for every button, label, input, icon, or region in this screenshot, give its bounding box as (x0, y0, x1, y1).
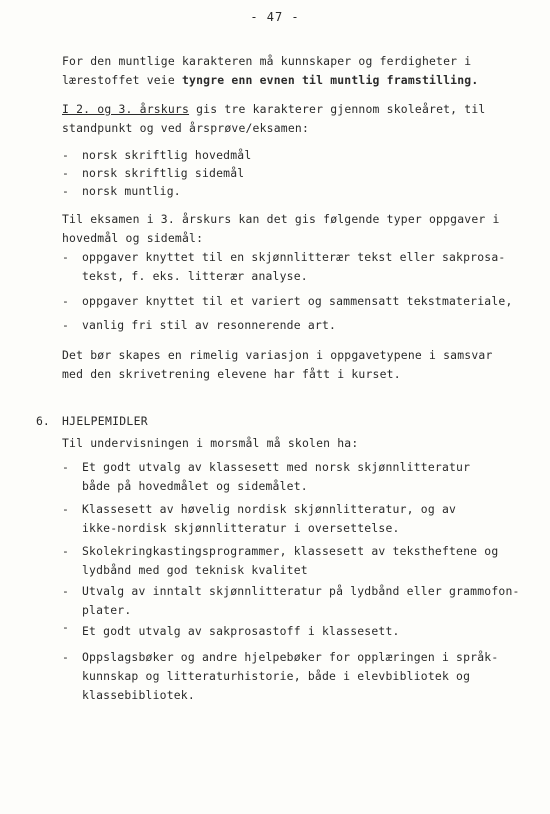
grades-line-1 (62, 100, 532, 119)
page-number: - 47 - (250, 10, 300, 24)
section-intro (62, 434, 532, 453)
dash-marker: - (62, 620, 70, 634)
exam-line-2: hovedmål og sidemål: (62, 231, 204, 245)
dash-marker: - (62, 250, 70, 264)
section-number: 6. (36, 414, 50, 428)
list-item-text: vanlig fri stil av resonnerende art. (82, 318, 337, 332)
dash-marker: - (62, 460, 70, 474)
list-item-text: Skolekringkastingsprogrammer, klassesett av tekstheftene og lydbånd med god teknisk kvalitet (82, 544, 499, 577)
list-item-text: norsk muntlig. (82, 184, 181, 198)
list-item-text: Utvalg av inntalt skjønnlitteratur på lydbånd eller grammofon- plater. (82, 584, 520, 617)
grades-paragraph (62, 100, 532, 138)
list-item-text: oppgaver knyttet til en skjønnlitterær tekst eller sakprosa- tekst, f. eks. litterær analyse. (82, 250, 506, 283)
variation-paragraph (62, 346, 532, 384)
intro-paragraph (62, 52, 532, 90)
list-item-text: Klassesett av høvelig nordisk skjønnlitteratur, og av ikke-nordisk skjønnlitteratur i oversettelse. (82, 502, 457, 535)
grades-line-1-rest: gis tre karakterer gjennom skoleåret, til (189, 102, 486, 116)
list-item-text: norsk skriftlig hovedmål (82, 148, 252, 162)
list-item-text: norsk skriftlig sidemål (82, 166, 245, 180)
section-heading: HJELPEMIDLER (62, 414, 148, 428)
dash-marker: - (62, 584, 70, 598)
dash-marker: - (62, 294, 70, 308)
variation-line-1: Det bør skapes en rimelig variasjon i oppgavetypene i samsvar (62, 348, 493, 362)
section-intro-text: Til undervisningen i morsmål må skolen ha: (62, 436, 359, 450)
grades-line-2: standpunkt og ved årsprøve/eksamen: (62, 121, 310, 135)
dash-marker: - (62, 318, 70, 332)
list-item-text: oppgaver knyttet til et variert og sammensatt tekstmateriale, (82, 294, 513, 308)
list-item-text: Et godt utvalg av klassesett med norsk skjønnlitteratur både på hovedmålet og sidemålet. (82, 460, 471, 493)
exam-line-1: Til eksamen i 3. årskurs kan det gis følgende typer oppgaver i (62, 212, 500, 226)
dash-marker: - (62, 544, 70, 558)
list-item-text: Oppslagsbøker og andre hjelpebøker for opplæringen i språk- kunnskap og litteraturhistorie, både i elevbibliotek og klassebibliotek. (82, 650, 499, 702)
variation-line-2: med den skrivetrening elevene har fått i kurset. (62, 367, 401, 381)
dash-marker: - (62, 502, 70, 516)
grades-underlined: I 2. og 3. årskurs (62, 102, 190, 116)
exam-paragraph (62, 210, 532, 248)
dash-marker: - (62, 166, 70, 180)
dash-marker: - (62, 184, 70, 198)
dash-marker: - (62, 148, 70, 162)
intro-line-2-text: lærestoffet veie (62, 73, 182, 87)
intro-line-1: For den muntlige karakteren må kunnskaper og ferdigheter i (62, 54, 472, 68)
list-item-text: Et godt utvalg av sakprosastoff i klassesett. (82, 624, 400, 638)
intro-emphasis: tyngre enn evnen til muntlig framstilling. (181, 73, 479, 87)
intro-line-2 (62, 71, 532, 90)
dash-marker: - (62, 650, 70, 664)
